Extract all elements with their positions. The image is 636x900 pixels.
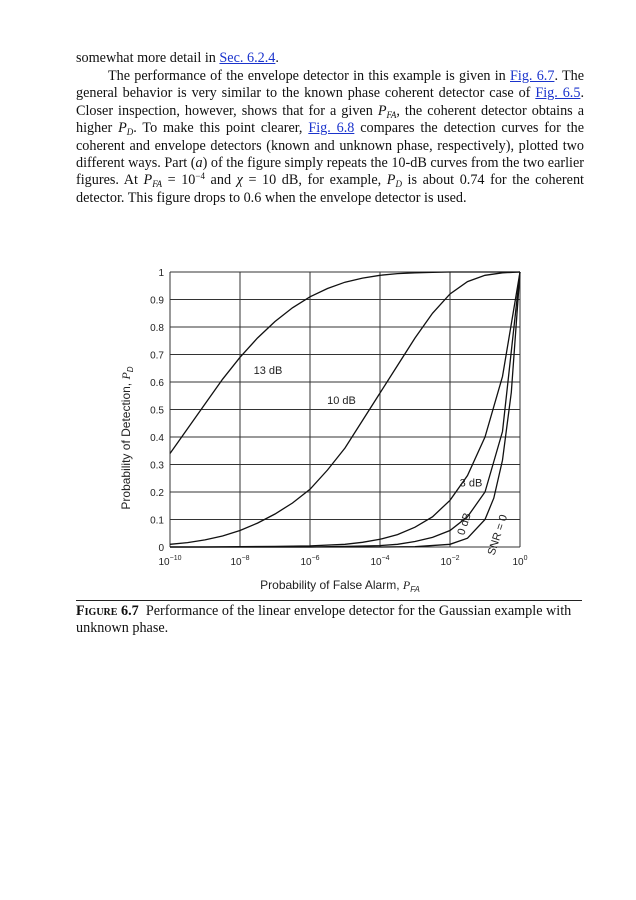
y-axis-ticks	[150, 268, 164, 554]
y-tick-label: 0.4	[150, 433, 164, 444]
chart-grid	[170, 272, 520, 547]
y-tick-label: 0.5	[150, 405, 164, 417]
y-tick-label: 0.2	[150, 488, 164, 499]
text: . Closer inspection, however, shows that for a given	[76, 85, 584, 119]
y-tick-label: 0	[158, 543, 164, 554]
sub-d: D	[395, 179, 402, 190]
x-tick-label: $10^{-8}$	[230, 555, 250, 568]
figure-caption	[76, 603, 586, 638]
text: and	[204, 172, 237, 189]
text: = 10	[162, 172, 196, 189]
curve-label: 0 dB	[455, 511, 474, 537]
x-axis-ticks	[159, 555, 528, 568]
x-tick-label: $10^{-10}$	[158, 555, 182, 568]
caption-rule	[76, 600, 582, 601]
y-tick-label: 0.9	[150, 295, 164, 307]
link-fig-6-5[interactable]: Fig. 6.5	[535, 85, 581, 102]
text: . The general behavior is very similar to the known phase coherent detector case of	[76, 68, 585, 102]
curve-label: SNR = 0	[485, 513, 511, 557]
y-tick-label: 1	[158, 268, 164, 279]
curve-label: 13 dB	[253, 364, 283, 377]
x-axis-label: Probability of False Alarm, $P_{FA}$	[260, 578, 420, 594]
sub-d: D	[126, 127, 134, 138]
y-tick-label: 0.7	[150, 350, 164, 362]
text: The performance of the envelope detector in this example is given in	[108, 68, 510, 84]
curve-label: 3 dB	[459, 477, 483, 490]
y-tick-label: 0.6	[150, 378, 164, 389]
series-line-10-db	[170, 272, 520, 544]
link-sec-6-2-4[interactable]: Sec. 6.2.4	[219, 50, 276, 66]
x-tick-label: $10^{-6}$	[300, 555, 320, 568]
paragraph-body	[76, 68, 584, 207]
y-axis-label: Probability of Detection, $P_D$	[119, 366, 135, 510]
detection-chart	[110, 262, 550, 598]
var-chi: χ	[236, 172, 243, 189]
caption-text: Performance of the linear envelope detector for the Gaussian example with unknown phase.	[76, 603, 572, 637]
sub-fa: FA	[386, 109, 397, 120]
text: .	[275, 50, 279, 66]
chart-annotations	[254, 365, 510, 557]
text: compares the detection curves for the coherent and envelope detectors (known and unknown phase, respectively), plotted two different ways. Part (	[76, 120, 584, 172]
y-tick-label: 0.1	[150, 515, 164, 527]
x-tick-label: $10^0$	[512, 555, 528, 568]
text: is about 0.74 for the coherent detector. This figure drops to 0.6 when the envelope detector is used.	[76, 172, 584, 206]
link-fig-6-7[interactable]: Fig. 6.7	[510, 68, 555, 84]
var-p: P	[377, 102, 387, 119]
text: ) of the figure simply repeats the 10-dB curves from the two earlier figures. At	[76, 155, 584, 189]
sub-fa: FA	[152, 179, 163, 190]
part-a: a	[195, 155, 203, 172]
x-tick-label: $10^{-2}$	[440, 555, 460, 568]
var-p: P	[143, 172, 153, 189]
link-fig-6-8[interactable]: Fig. 6.8	[308, 120, 355, 137]
caption-label: Figure 6.7	[76, 603, 139, 619]
paragraph-continuation	[76, 50, 584, 67]
text: . To make this point clearer,	[133, 120, 309, 137]
curve-label: 10 dB	[327, 395, 356, 407]
x-tick-label: $10^{-4}$	[370, 555, 390, 568]
text: = 10 dB, for example,	[242, 172, 387, 189]
text: , the coherent detector obtains a higher	[76, 102, 584, 137]
var-p: P	[386, 172, 396, 189]
text: somewhat more detail in	[76, 50, 220, 66]
exponent: −4	[195, 171, 205, 182]
var-p: P	[118, 120, 127, 137]
y-tick-label: 0.8	[150, 323, 164, 334]
y-tick-label: 0.3	[150, 460, 164, 472]
